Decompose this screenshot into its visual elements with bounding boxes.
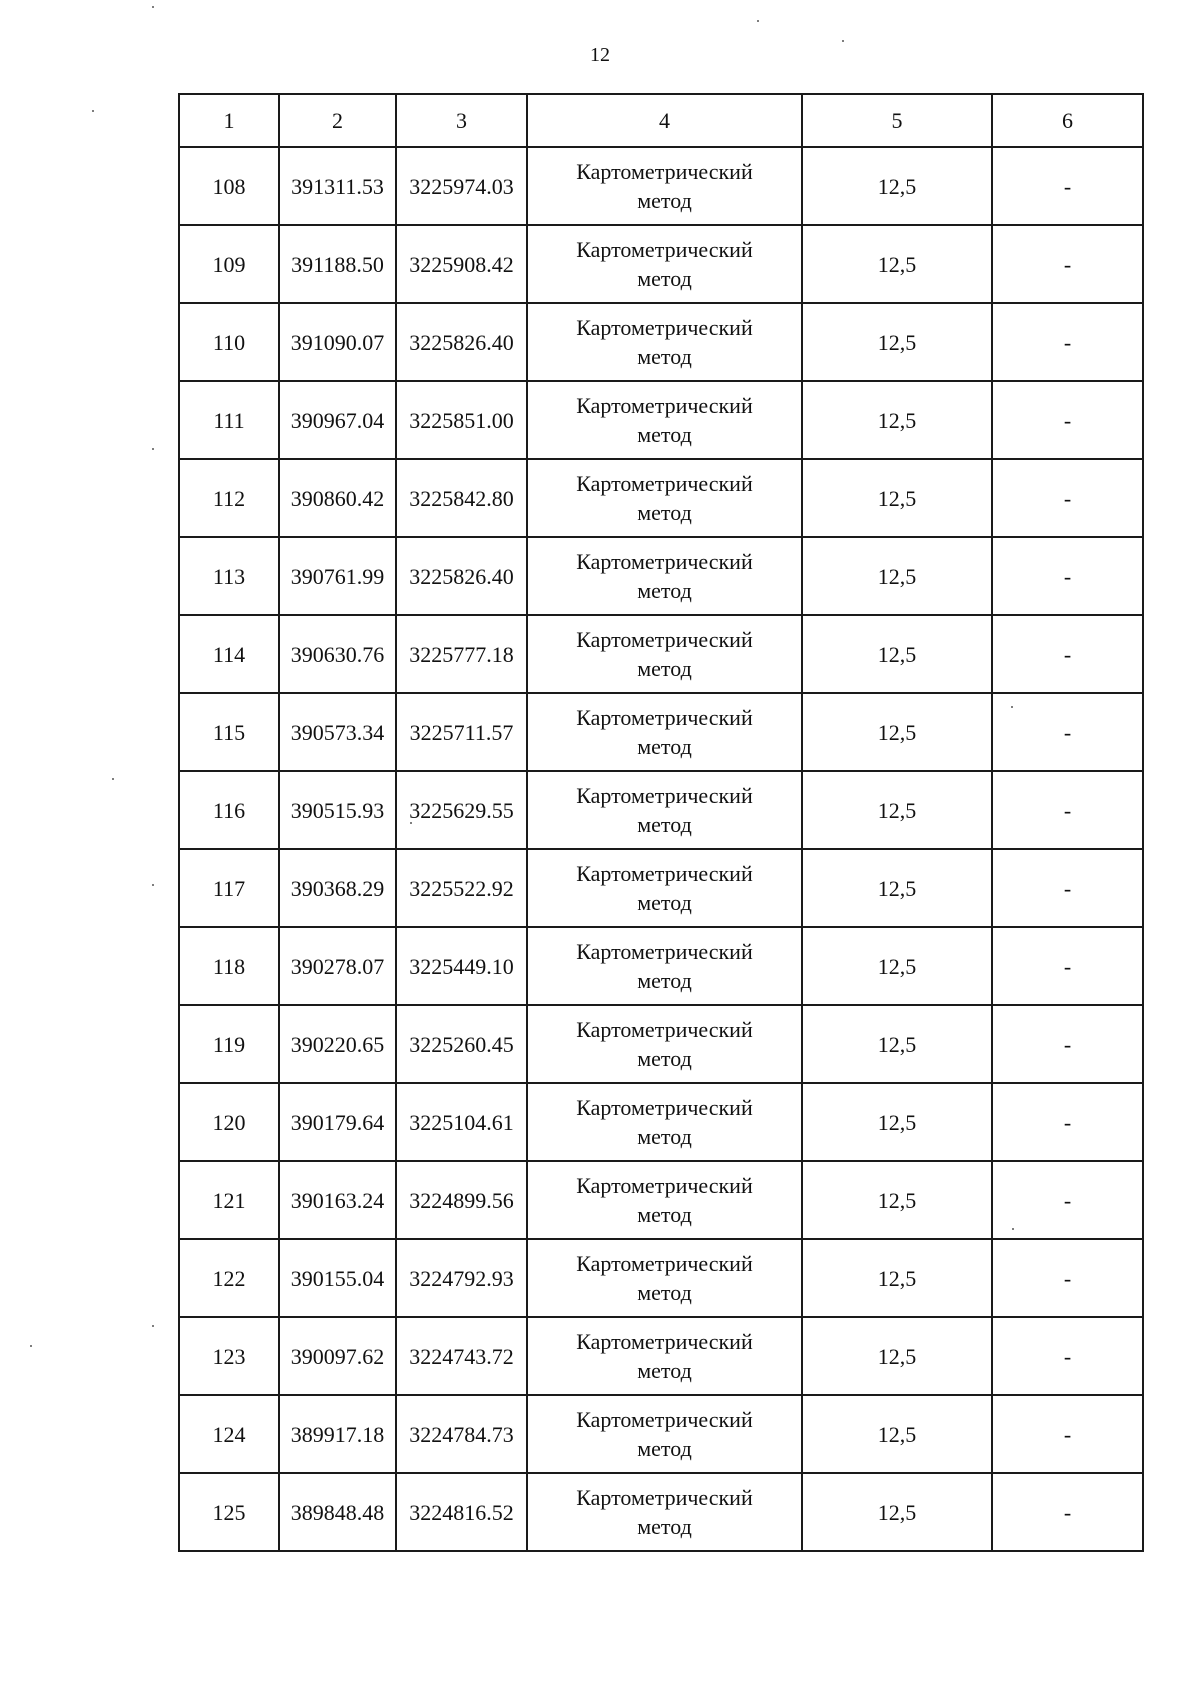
method-cell [527,771,802,849]
column-header-2: 2 [279,94,396,147]
method-cell [527,927,802,1005]
method-cell [527,147,802,225]
table-row [179,303,1143,381]
scan-speck [152,448,154,450]
description-cell: - [992,303,1143,381]
x-coordinate-cell: 391090.07 [279,303,396,381]
x-coordinate-cell: 390515.93 [279,771,396,849]
x-coordinate-cell: 390163.24 [279,1161,396,1239]
description-cell: - [992,381,1143,459]
method-line-1: Картометрический [576,1173,753,1198]
method-line-1: Картометрический [576,705,753,730]
point-number-cell: 124 [179,1395,279,1473]
y-coordinate-cell: 3225974.03 [396,147,527,225]
x-coordinate-cell: 390967.04 [279,381,396,459]
method-line-1: Картометрический [576,1329,753,1354]
method-cell [527,1473,802,1551]
y-coordinate-cell: 3225908.42 [396,225,527,303]
method-line-2: метод [637,500,692,525]
method-line-1: Картометрический [576,783,753,808]
accuracy-cell: 12,5 [802,537,992,615]
table-row [179,849,1143,927]
point-number-cell: 112 [179,459,279,537]
x-coordinate-cell: 389848.48 [279,1473,396,1551]
method-line-2: метод [637,1514,692,1539]
method-line-1: Картометрический [576,393,753,418]
point-number-cell: 113 [179,537,279,615]
table-row [179,1083,1143,1161]
column-header-1: 1 [179,94,279,147]
scan-speck [152,1325,154,1327]
x-coordinate-cell: 390278.07 [279,927,396,1005]
y-coordinate-cell: 3224743.72 [396,1317,527,1395]
accuracy-cell: 12,5 [802,693,992,771]
method-line-2: метод [637,812,692,837]
y-coordinate-cell: 3225851.00 [396,381,527,459]
scan-speck [410,822,412,824]
table-row [179,615,1143,693]
method-line-1: Картометрический [576,471,753,496]
accuracy-cell: 12,5 [802,1473,992,1551]
table-row [179,927,1143,1005]
method-line-1: Картометрический [576,1251,753,1276]
method-cell [527,1395,802,1473]
method-cell [527,1239,802,1317]
table-row [179,537,1143,615]
table-row [179,693,1143,771]
table-row [179,459,1143,537]
method-line-1: Картометрический [576,1485,753,1510]
description-cell: - [992,1317,1143,1395]
x-coordinate-cell: 391311.53 [279,147,396,225]
point-number-cell: 122 [179,1239,279,1317]
point-number-cell: 109 [179,225,279,303]
x-coordinate-cell: 390220.65 [279,1005,396,1083]
scan-speck [152,6,154,8]
point-number-cell: 120 [179,1083,279,1161]
coordinates-table [178,93,1144,1552]
accuracy-cell: 12,5 [802,927,992,1005]
method-line-2: метод [637,578,692,603]
x-coordinate-cell: 390368.29 [279,849,396,927]
point-number-cell: 114 [179,615,279,693]
point-number-cell: 123 [179,1317,279,1395]
method-cell [527,1083,802,1161]
method-line-1: Картометрический [576,549,753,574]
table-row [179,771,1143,849]
method-line-1: Картометрический [576,627,753,652]
accuracy-cell: 12,5 [802,225,992,303]
method-line-1: Картометрический [576,1017,753,1042]
description-cell: - [992,147,1143,225]
table-row [179,1473,1143,1551]
method-line-2: метод [637,734,692,759]
accuracy-cell: 12,5 [802,303,992,381]
description-cell: - [992,537,1143,615]
description-cell: - [992,1083,1143,1161]
y-coordinate-cell: 3224792.93 [396,1239,527,1317]
description-cell: - [992,1161,1143,1239]
x-coordinate-cell: 390097.62 [279,1317,396,1395]
description-cell: - [992,693,1143,771]
point-number-cell: 118 [179,927,279,1005]
point-number-cell: 111 [179,381,279,459]
table-body [179,147,1143,1551]
table-row [179,147,1143,225]
y-coordinate-cell: 3225522.92 [396,849,527,927]
x-coordinate-cell: 390179.64 [279,1083,396,1161]
table-row [179,1317,1143,1395]
description-cell: - [992,849,1143,927]
method-cell [527,1317,802,1395]
accuracy-cell: 12,5 [802,459,992,537]
method-line-2: метод [637,1202,692,1227]
point-number-cell: 121 [179,1161,279,1239]
accuracy-cell: 12,5 [802,771,992,849]
description-cell: - [992,927,1143,1005]
method-line-1: Картометрический [576,1407,753,1432]
table-header [179,94,1143,147]
point-number-cell: 117 [179,849,279,927]
description-cell: - [992,459,1143,537]
point-number-cell: 116 [179,771,279,849]
method-line-2: метод [637,656,692,681]
x-coordinate-cell: 390155.04 [279,1239,396,1317]
method-line-1: Картометрический [576,1095,753,1120]
table-row [179,1239,1143,1317]
table-row [179,1161,1143,1239]
y-coordinate-cell: 3225449.10 [396,927,527,1005]
method-line-2: метод [637,344,692,369]
method-cell [527,225,802,303]
method-line-1: Картометрический [576,939,753,964]
method-line-1: Картометрический [576,315,753,340]
header-row [179,94,1143,147]
method-cell [527,459,802,537]
accuracy-cell: 12,5 [802,1083,992,1161]
table-row [179,1395,1143,1473]
y-coordinate-cell: 3225260.45 [396,1005,527,1083]
method-cell [527,849,802,927]
method-line-2: метод [637,890,692,915]
y-coordinate-cell: 3225104.61 [396,1083,527,1161]
description-cell: - [992,1395,1143,1473]
method-cell [527,381,802,459]
y-coordinate-cell: 3225826.40 [396,303,527,381]
scan-speck [1012,1228,1014,1230]
method-line-2: метод [637,266,692,291]
method-cell [527,693,802,771]
x-coordinate-cell: 389917.18 [279,1395,396,1473]
y-coordinate-cell: 3224816.52 [396,1473,527,1551]
method-cell [527,1161,802,1239]
description-cell: - [992,1239,1143,1317]
description-cell: - [992,615,1143,693]
point-number-cell: 125 [179,1473,279,1551]
method-line-2: метод [637,1124,692,1149]
method-line-2: метод [637,1280,692,1305]
method-line-2: метод [637,968,692,993]
method-cell [527,303,802,381]
method-line-1: Картометрический [576,861,753,886]
method-line-2: метод [637,1436,692,1461]
x-coordinate-cell: 390630.76 [279,615,396,693]
scan-speck [112,778,114,780]
description-cell: - [992,771,1143,849]
scan-speck [1011,706,1013,708]
y-coordinate-cell: 3225826.40 [396,537,527,615]
accuracy-cell: 12,5 [802,1005,992,1083]
accuracy-cell: 12,5 [802,147,992,225]
x-coordinate-cell: 390573.34 [279,693,396,771]
table-row [179,225,1143,303]
scan-speck [842,40,844,42]
accuracy-cell: 12,5 [802,849,992,927]
scan-speck [30,1345,32,1347]
method-line-2: метод [637,1046,692,1071]
method-cell [527,1005,802,1083]
scan-speck [92,110,94,112]
accuracy-cell: 12,5 [802,615,992,693]
method-cell [527,537,802,615]
point-number-cell: 110 [179,303,279,381]
method-line-1: Картометрический [576,237,753,262]
column-header-5: 5 [802,94,992,147]
table-row [179,381,1143,459]
y-coordinate-cell: 3224784.73 [396,1395,527,1473]
x-coordinate-cell: 390761.99 [279,537,396,615]
point-number-cell: 115 [179,693,279,771]
accuracy-cell: 12,5 [802,1239,992,1317]
y-coordinate-cell: 3225711.57 [396,693,527,771]
method-line-2: метод [637,1358,692,1383]
method-line-2: метод [637,188,692,213]
accuracy-cell: 12,5 [802,1395,992,1473]
y-coordinate-cell: 3225629.55 [396,771,527,849]
accuracy-cell: 12,5 [802,381,992,459]
column-header-4: 4 [527,94,802,147]
point-number-cell: 108 [179,147,279,225]
y-coordinate-cell: 3225842.80 [396,459,527,537]
y-coordinate-cell: 3225777.18 [396,615,527,693]
description-cell: - [992,1005,1143,1083]
x-coordinate-cell: 390860.42 [279,459,396,537]
method-cell [527,615,802,693]
page-number: 12 [590,44,610,66]
y-coordinate-cell: 3224899.56 [396,1161,527,1239]
table-row [179,1005,1143,1083]
column-header-3: 3 [396,94,527,147]
accuracy-cell: 12,5 [802,1317,992,1395]
x-coordinate-cell: 391188.50 [279,225,396,303]
description-cell: - [992,1473,1143,1551]
method-line-2: метод [637,422,692,447]
column-header-6: 6 [992,94,1143,147]
point-number-cell: 119 [179,1005,279,1083]
scan-speck [757,20,759,22]
accuracy-cell: 12,5 [802,1161,992,1239]
scan-speck [152,884,154,886]
description-cell: - [992,225,1143,303]
method-line-1: Картометрический [576,159,753,184]
